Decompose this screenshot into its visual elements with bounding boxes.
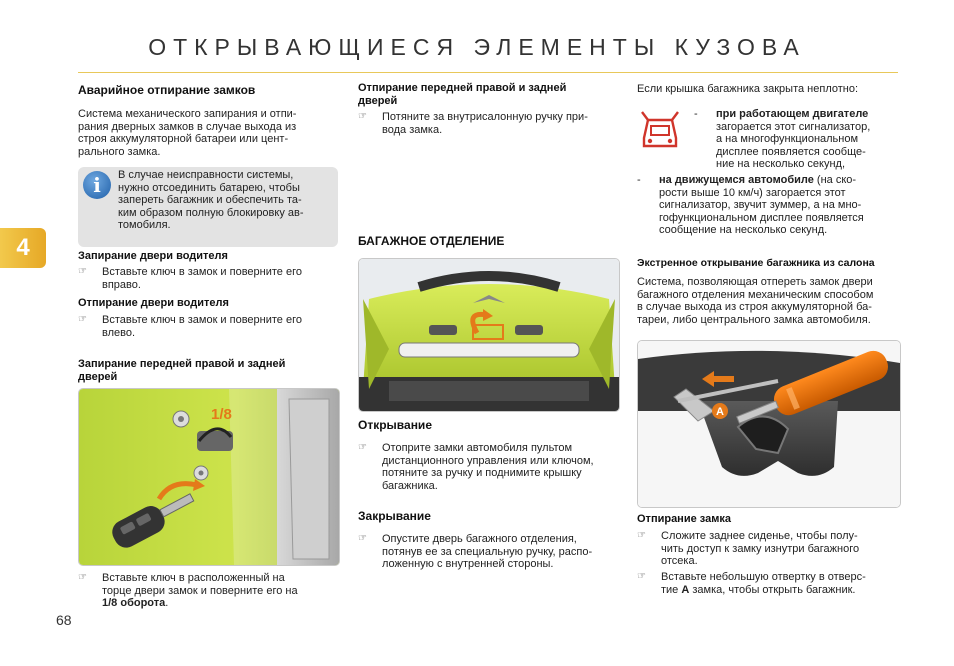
trunk-lock-illustration: [637, 340, 901, 508]
emergency-unlock-text: Система механического запирания и отпи- рания дверных замков в случае выхода из строя аккумуляторной батареи или цент- рального замка.: [78, 108, 297, 158]
door-lock-illustration: [78, 388, 340, 566]
marker-a-label: A: [716, 406, 724, 418]
info-box: [78, 167, 338, 247]
unlock-lock-title: Отпирание замка: [637, 513, 731, 525]
trunk-section-title: БАГАЖНОЕ ОТДЕЛЕНИЕ: [358, 234, 505, 248]
trunk-drawing: [359, 259, 619, 411]
pointing-hand-icon: ☞: [358, 533, 367, 544]
lock-driver-item: ☞ Вставьте ключ в замок и поверните его вправо.: [78, 266, 302, 291]
fold-seat-item: ☞ Сложите заднее сиденье, чтобы полу- чить доступ к замку изнутри багажного отсека.: [637, 530, 860, 567]
emergency-unlock-title: Аварийное отпирание замков: [78, 83, 256, 97]
info-text: В случае неисправности системы, нужно отсоединить батарею, чтобы запереть багажник и обеспечить та- ким образом полную блокировку ав- томобиля.: [118, 169, 304, 231]
pointing-hand-icon: ☞: [358, 442, 367, 453]
lock-front-rear-title: Запирание передней правой и задней дверей: [78, 358, 286, 383]
trunk-lock-drawing: [638, 341, 900, 507]
pointing-hand-icon: ☞: [637, 530, 646, 541]
door-lock-drawing: [79, 389, 339, 565]
unlock-front-rear-item: ☞ Потяните за внутрисалонную ручку при- вода замка.: [358, 111, 588, 136]
closing-item: ☞ Опустите дверь багажного отделения, потянув ее за специальную ручку, распо- ложенную с внутренней стороны.: [358, 533, 593, 570]
title-divider: [78, 72, 898, 73]
pointing-hand-icon: ☞: [78, 314, 87, 325]
open-trunk-warning-icon: [638, 108, 682, 152]
pointing-hand-icon: ☞: [637, 571, 646, 582]
not-closed-text: Если крышка багажника закрыта неплотно:: [637, 83, 859, 95]
final-door-item: ☞ Вставьте ключ в расположенный на торце двери замок и поверните его на 1/8 оборота.: [78, 572, 298, 609]
page-number: 68: [56, 612, 72, 628]
page-title: ОТКРЫВАЮЩИЕСЯ ЭЛЕМЕНТЫ КУЗОВА: [148, 34, 806, 60]
pointing-hand-icon: ☞: [358, 111, 367, 122]
closing-title: Закрывание: [358, 509, 431, 523]
chapter-tab: 4: [0, 228, 46, 268]
key-turn-label: 1/8: [211, 406, 232, 423]
lock-driver-title: Запирание двери водителя: [78, 250, 228, 262]
moving-car-item: - на движущемся автомобиле (на ско- рости выше 10 км/ч) загорается этот сигнализатор, звучит зуммер, а на мно- гофункциональном дисплее появляется сообщение на несколько секунд.: [637, 174, 864, 236]
insert-screwdriver-item: ☞ Вставьте небольшую отвертку в отверс- тие А замка, чтобы открыть багажник.: [637, 571, 866, 596]
unlock-front-rear-title: Отпирание передней правой и задней дверей: [358, 82, 567, 107]
unlock-driver-item: ☞ Вставьте ключ в замок и поверните его влево.: [78, 314, 302, 339]
emergency-trunk-text: Система, позволяющая отпереть замок двери багажного отделения механическим способом в случае выхода из строя аккумуляторной ба- тареи, либо центрального замка автомобиля.: [637, 276, 874, 326]
opening-title: Открывание: [358, 418, 432, 432]
trunk-illustration: [358, 258, 620, 412]
pointing-hand-icon: ☞: [78, 572, 87, 583]
info-icon: i: [83, 171, 111, 199]
emergency-trunk-title: Экстренное открывание багажника из салона: [637, 257, 875, 269]
opening-item: ☞ Отоприте замки автомобиля пультом дистанционного управления или ключом, потяните за ручку и поднимите крышку багажника.: [358, 442, 594, 492]
unlock-driver-title: Отпирание двери водителя: [78, 297, 229, 309]
engine-running-item: - при работающем двигателе загорается этот сигнализатор, а на многофункциональном дисплее появляется сообще- ние на несколько секунд,: [694, 108, 871, 170]
pointing-hand-icon: ☞: [78, 266, 87, 277]
